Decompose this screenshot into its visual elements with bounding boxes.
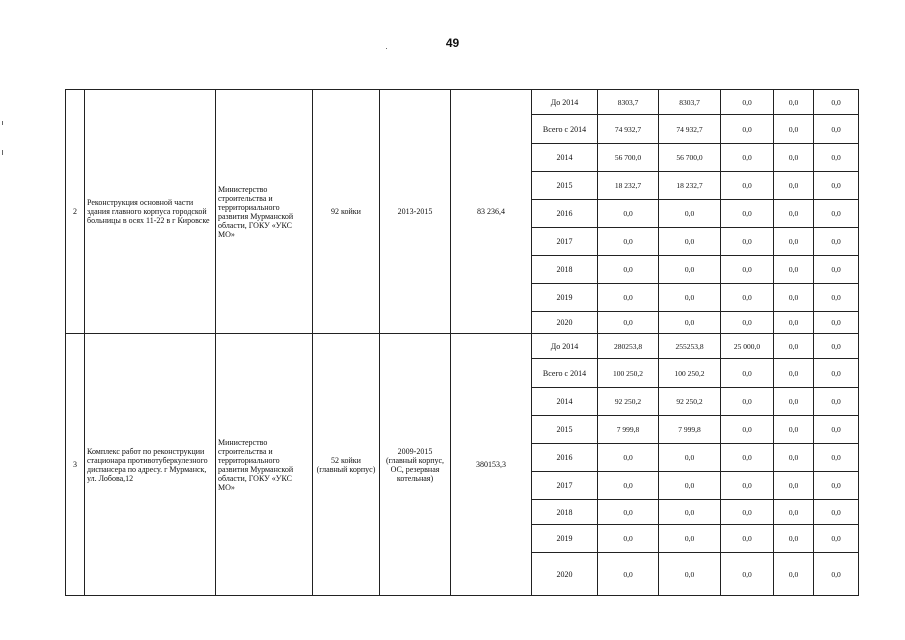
funding-value-col5: 0,0 <box>814 228 859 256</box>
funding-value-col5: 0,0 <box>814 525 859 553</box>
project-period: 2013-2015 <box>380 90 451 334</box>
funding-value-col1: 0,0 <box>598 472 659 500</box>
funding-value-col5: 0,0 <box>814 172 859 200</box>
project-period: 2009-2015 (главный корпус, ОС, резервная котельная) <box>380 334 451 596</box>
funding-value-col3: 0,0 <box>721 359 774 388</box>
funding-value-col3: 0,0 <box>721 525 774 553</box>
funding-value-col4: 0,0 <box>774 200 814 228</box>
period-label: До 2014 <box>532 90 598 115</box>
project-table <box>65 89 859 596</box>
period-label: 2017 <box>532 472 598 500</box>
period-label: 2015 <box>532 416 598 444</box>
funding-value-col4: 0,0 <box>774 312 814 334</box>
funding-value-col1: 0,0 <box>598 284 659 312</box>
scan-speck <box>2 121 3 125</box>
funding-value-col5: 0,0 <box>814 388 859 416</box>
funding-value-col2: 18 232,7 <box>659 172 721 200</box>
table-row <box>66 90 859 115</box>
funding-value-col2: 0,0 <box>659 284 721 312</box>
funding-value-col3: 0,0 <box>721 144 774 172</box>
funding-value-col3: 0,0 <box>721 388 774 416</box>
funding-value-col1: 0,0 <box>598 553 659 596</box>
funding-value-col2: 0,0 <box>659 500 721 525</box>
funding-value-col1: 74 932,7 <box>598 115 659 144</box>
funding-value-col3: 0,0 <box>721 200 774 228</box>
funding-value-col2: 56 700,0 <box>659 144 721 172</box>
funding-value-col4: 0,0 <box>774 500 814 525</box>
funding-value-col2: 0,0 <box>659 472 721 500</box>
funding-value-col3: 0,0 <box>721 172 774 200</box>
funding-value-col2: 255253,8 <box>659 334 721 359</box>
funding-value-col5: 0,0 <box>814 284 859 312</box>
funding-value-col2: 92 250,2 <box>659 388 721 416</box>
page-number: 49 <box>445 36 460 50</box>
funding-value-col4: 0,0 <box>774 334 814 359</box>
funding-value-col3: 0,0 <box>721 256 774 284</box>
funding-value-col2: 0,0 <box>659 553 721 596</box>
funding-value-col4: 0,0 <box>774 553 814 596</box>
funding-value-col3: 0,0 <box>721 312 774 334</box>
project-number: 3 <box>66 334 85 596</box>
period-label: 2014 <box>532 388 598 416</box>
project-capacity: 92 койки <box>313 90 380 334</box>
period-label: До 2014 <box>532 334 598 359</box>
funding-value-col4: 0,0 <box>774 359 814 388</box>
funding-value-col4: 0,0 <box>774 472 814 500</box>
scan-speck <box>386 48 387 49</box>
funding-value-col5: 0,0 <box>814 200 859 228</box>
project-name: Реконструкция основной части здания главного корпуса городской больницы в осях 11-22 в г Кировске <box>85 90 216 334</box>
project-number: 2 <box>66 90 85 334</box>
funding-value-col4: 0,0 <box>774 144 814 172</box>
funding-value-col1: 8303,7 <box>598 90 659 115</box>
funding-value-col1: 0,0 <box>598 256 659 284</box>
period-label: 2014 <box>532 144 598 172</box>
project-cost: 380153,3 <box>451 334 532 596</box>
funding-value-col1: 0,0 <box>598 500 659 525</box>
funding-value-col3: 0,0 <box>721 444 774 472</box>
period-label: 2015 <box>532 172 598 200</box>
period-label: 2018 <box>532 500 598 525</box>
funding-value-col5: 0,0 <box>814 553 859 596</box>
table-row <box>66 334 859 359</box>
funding-value-col1: 56 700,0 <box>598 144 659 172</box>
funding-value-col5: 0,0 <box>814 256 859 284</box>
funding-value-col1: 0,0 <box>598 525 659 553</box>
funding-value-col3: 0,0 <box>721 416 774 444</box>
funding-value-col3: 0,0 <box>721 472 774 500</box>
funding-value-col4: 0,0 <box>774 256 814 284</box>
project-cost: 83 236,4 <box>451 90 532 334</box>
funding-value-col2: 0,0 <box>659 444 721 472</box>
funding-value-col2: 100 250,2 <box>659 359 721 388</box>
funding-value-col4: 0,0 <box>774 416 814 444</box>
funding-value-col4: 0,0 <box>774 444 814 472</box>
funding-value-col1: 280253,8 <box>598 334 659 359</box>
funding-value-col4: 0,0 <box>774 284 814 312</box>
funding-value-col5: 0,0 <box>814 500 859 525</box>
funding-value-col5: 0,0 <box>814 144 859 172</box>
funding-value-col2: 0,0 <box>659 525 721 553</box>
funding-value-col2: 74 932,7 <box>659 115 721 144</box>
funding-value-col1: 0,0 <box>598 228 659 256</box>
project-capacity: 52 койки (главный корпус) <box>313 334 380 596</box>
funding-value-col3: 0,0 <box>721 284 774 312</box>
funding-value-col5: 0,0 <box>814 416 859 444</box>
funding-value-col5: 0,0 <box>814 115 859 144</box>
period-label: 2016 <box>532 444 598 472</box>
funding-value-col4: 0,0 <box>774 172 814 200</box>
funding-value-col1: 18 232,7 <box>598 172 659 200</box>
funding-value-col5: 0,0 <box>814 334 859 359</box>
funding-value-col2: 0,0 <box>659 312 721 334</box>
funding-value-col4: 0,0 <box>774 388 814 416</box>
period-label: 2017 <box>532 228 598 256</box>
funding-value-col4: 0,0 <box>774 228 814 256</box>
funding-value-col5: 0,0 <box>814 472 859 500</box>
funding-value-col5: 0,0 <box>814 312 859 334</box>
project-name: Комплекс работ по реконструкции стационара противотуберкулезного диспансера по адресу. г Мурманск, ул. Лобова,12 <box>85 334 216 596</box>
funding-value-col3: 0,0 <box>721 115 774 144</box>
period-label: 2019 <box>532 525 598 553</box>
funding-value-col1: 92 250,2 <box>598 388 659 416</box>
funding-value-col4: 0,0 <box>774 115 814 144</box>
funding-value-col2: 0,0 <box>659 228 721 256</box>
funding-value-col1: 0,0 <box>598 312 659 334</box>
funding-value-col2: 0,0 <box>659 200 721 228</box>
funding-value-col4: 0,0 <box>774 525 814 553</box>
funding-value-col1: 0,0 <box>598 200 659 228</box>
funding-value-col1: 7 999,8 <box>598 416 659 444</box>
funding-value-col4: 0,0 <box>774 90 814 115</box>
project-customer: Министерство строительства и территориального развития Мурманской области, ГОКУ «УКС МО» <box>216 334 313 596</box>
period-label: 2020 <box>532 553 598 596</box>
funding-value-col3: 25 000,0 <box>721 334 774 359</box>
funding-value-col1: 100 250,2 <box>598 359 659 388</box>
period-label: 2016 <box>532 200 598 228</box>
funding-value-col3: 0,0 <box>721 228 774 256</box>
funding-value-col2: 8303,7 <box>659 90 721 115</box>
funding-value-col1: 0,0 <box>598 444 659 472</box>
scan-speck <box>2 150 3 155</box>
project-customer: Министерство строительства и территориального развития Мурманской области, ГОКУ «УКС МО» <box>216 90 313 334</box>
funding-value-col3: 0,0 <box>721 553 774 596</box>
period-label: Всего с 2014 <box>532 115 598 144</box>
funding-value-col2: 7 999,8 <box>659 416 721 444</box>
period-label: 2020 <box>532 312 598 334</box>
period-label: 2018 <box>532 256 598 284</box>
funding-value-col2: 0,0 <box>659 256 721 284</box>
funding-value-col5: 0,0 <box>814 359 859 388</box>
funding-value-col3: 0,0 <box>721 500 774 525</box>
period-label: Всего с 2014 <box>532 359 598 388</box>
funding-value-col5: 0,0 <box>814 90 859 115</box>
funding-value-col5: 0,0 <box>814 444 859 472</box>
funding-value-col3: 0,0 <box>721 90 774 115</box>
period-label: 2019 <box>532 284 598 312</box>
